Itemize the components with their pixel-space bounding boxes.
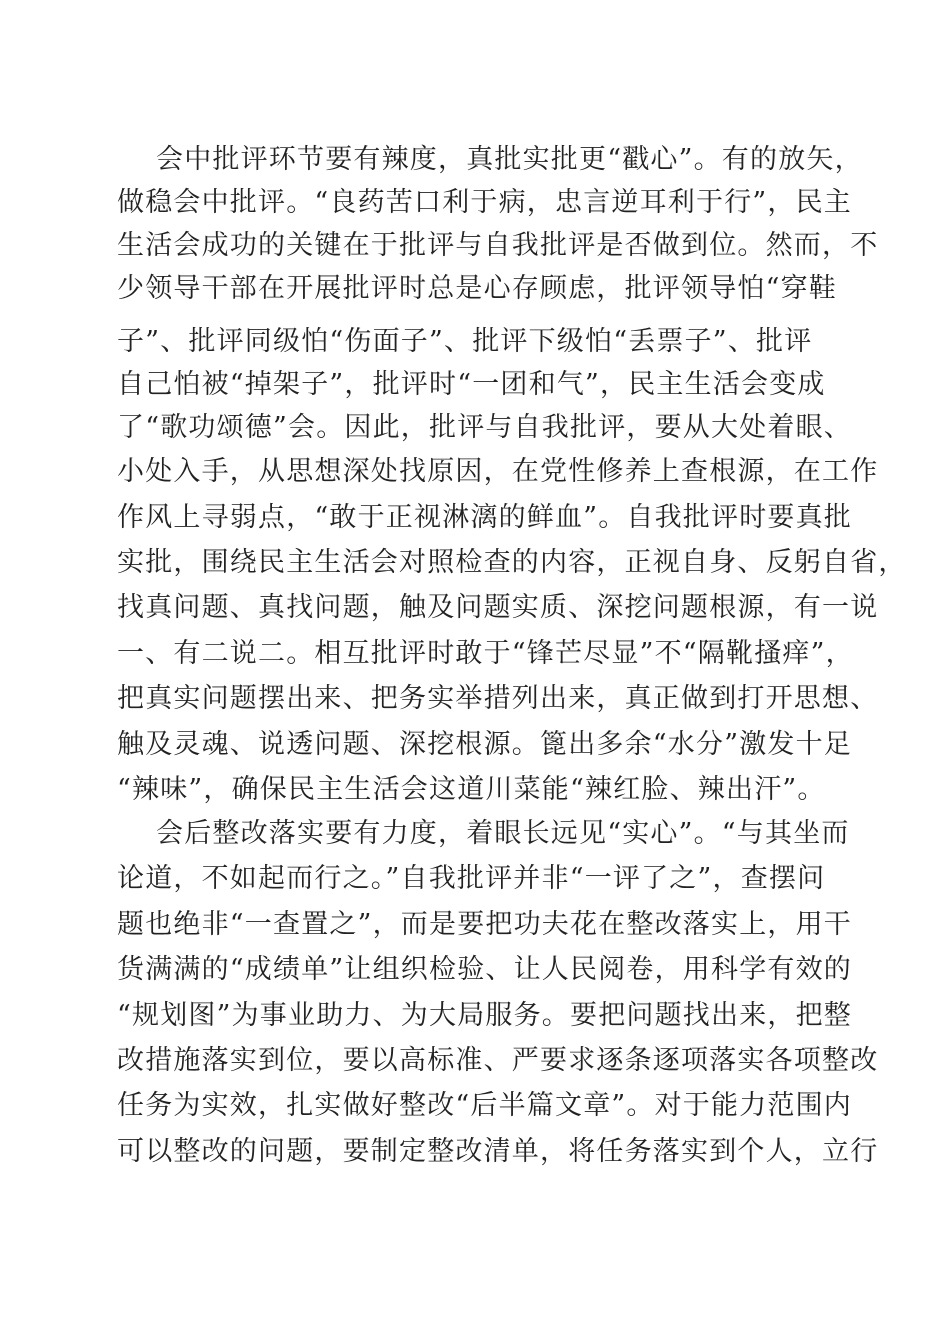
paragraph-2-line-3: 题也绝非“一查置之”，而是要把功夫花在整改落实上，用干 [117, 909, 853, 940]
paragraph-2-line-6: 改措施落实到位，要以高标准、严要求逐条逐项落实各项整改 [117, 1045, 879, 1076]
paragraph-1-line-10: 实批，围绕民主生活会对照检查的内容，正视自身、反躬自省， [117, 547, 907, 578]
paragraph-1-line-5: 子”、批评同级怕“伤面子”、批评下级怕“丢票子”、批评 [117, 326, 813, 357]
paragraph-1-line-2: 做稳会中批评。“良药苦口利于病，忠言逆耳利于行”，民主 [117, 187, 853, 218]
paragraph-1-line-14: 触及灵魂、说透问题、深挖根源。篦出多余“水分”激发十足 [117, 729, 853, 760]
paragraph-1-line-3: 生活会成功的关键在于批评与自我批评是否做到位。然而，不 [117, 230, 879, 261]
paragraph-1-line-15: “辣味”，确保民主生活会这道川菜能“辣红脸、辣出汗”。 [117, 774, 826, 805]
paragraph-1-line-8: 小处入手，从思想深处找原因，在党性修养上查根源，在工作 [117, 456, 879, 487]
paragraph-1-line-12: 一、有二说二。相互批评时敢于“锋芒尽显”不“隔靴搔痒”， [117, 638, 854, 669]
paragraph-2-line-1: 会后整改落实要有力度，着眼长远见“实心”。“与其坐而 [156, 818, 850, 849]
paragraph-1-line-1: 会中批评环节要有辣度，真批实批更“戳心”。有的放矢， [156, 144, 863, 175]
paragraph-1-line-4: 少领导干部在开展批评时总是心存顾虑，批评领导怕“穿鞋 [117, 273, 838, 304]
paragraph-1-line-6: 自己怕被“掉架子”，批评时“一团和气”，民主生活会变成 [117, 369, 826, 400]
paragraph-2-line-7: 任务为实效，扎实做好整改“后半篇文章”。对于能力范围内 [117, 1090, 853, 1121]
paragraph-2-line-2: 论道，不如起而行之。”自我批评并非“一评了之”，查摆问 [117, 863, 826, 894]
paragraph-1-line-9: 作风上寻弱点，“敢于正视淋漓的鲜血”。自我批评时要真批 [117, 502, 853, 533]
paragraph-2-line-5: “规划图”为事业助力、为大局服务。要把问题找出来，把整 [117, 1000, 853, 1031]
paragraph-1-line-11: 找真问题、真找问题，触及问题实质、深挖问题根源，有一说 [117, 592, 879, 623]
paragraph-2-line-8: 可以整改的问题，要制定整改清单，将任务落实到个人，立行 [117, 1136, 879, 1167]
paragraph-1-line-7: 了“歌功颂德”会。因此，批评与自我批评，要从大处着眼、 [117, 412, 853, 443]
paragraph-2-line-4: 货满满的“成绩单”让组织检验、让人民阅卷，用科学有效的 [117, 954, 853, 985]
paragraph-1-line-13: 把真实问题摆出来、把务实举措列出来，真正做到打开思想、 [117, 683, 879, 714]
